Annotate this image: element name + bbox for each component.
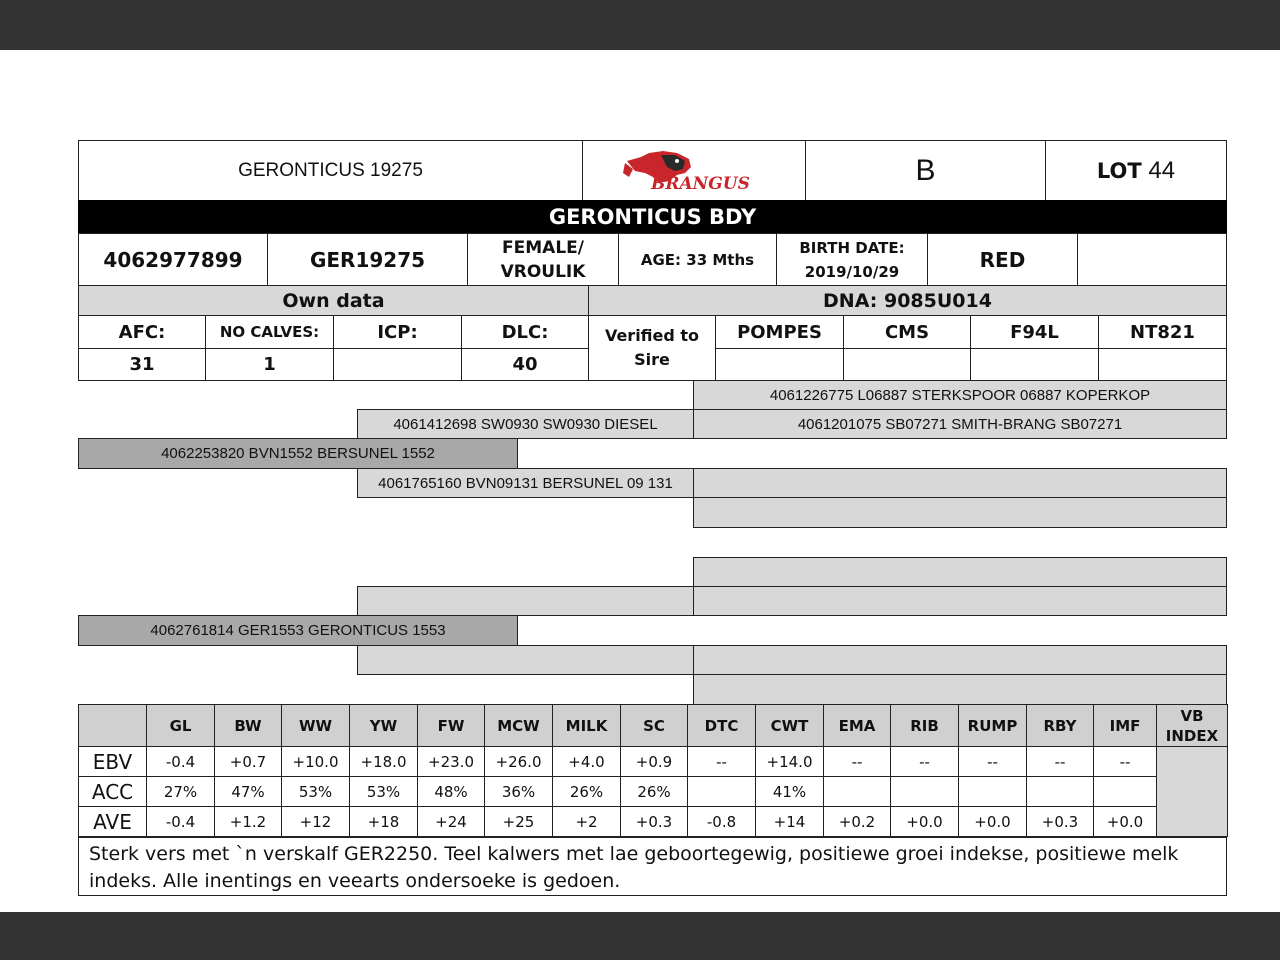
acc-cell xyxy=(959,777,1027,807)
comment-box xyxy=(78,837,1227,896)
pompes-header xyxy=(715,315,844,349)
sire-sire-dam-text: 4061201075 SB07271 SMITH-BRANG SB07271 xyxy=(797,415,1123,433)
acc-row xyxy=(79,777,1228,807)
row-label-acc: ACC xyxy=(79,777,147,807)
ebv-cell: +4.0 xyxy=(553,747,621,777)
vb-line2: INDEX xyxy=(1165,726,1219,745)
ebv-cell: -0.4 xyxy=(147,747,215,777)
ave-cell: +12 xyxy=(282,807,350,837)
pedigree-dam-dam xyxy=(357,645,694,675)
colour-cell xyxy=(927,233,1078,286)
herd-id: GER19275 xyxy=(309,247,426,272)
acc-cell: 47% xyxy=(215,777,282,807)
ave-cell: +25 xyxy=(485,807,553,837)
pedigree-dam-sire xyxy=(357,586,694,616)
ebv-col-header: RBY xyxy=(1027,705,1094,747)
f94l-header xyxy=(970,315,1099,349)
afc-header xyxy=(78,315,206,349)
ebv-cell: -- xyxy=(824,747,891,777)
ebv-cell: +10.0 xyxy=(282,747,350,777)
pedigree-dam-dam-dam xyxy=(693,674,1227,705)
colour: RED xyxy=(979,247,1026,272)
logo-text: BRANGUS xyxy=(651,173,750,194)
icp-header xyxy=(333,315,462,349)
ebv-header-row xyxy=(79,705,1228,747)
pompes-value-cell xyxy=(715,348,844,381)
ave-cell: +1.2 xyxy=(215,807,282,837)
comment-text: Sterk vers met `n verskalf GER2250. Teel kalwers met lae geboortegewig, positiewe groei indekse, positiewe melk indeks. Alle inentings en veearts ondersoeke is gedoen. xyxy=(89,843,1179,892)
ebv-col-header: GL xyxy=(147,705,215,747)
acc-cell: 26% xyxy=(621,777,688,807)
row-label-ebv: EBV xyxy=(79,747,147,777)
bottom-border-bar xyxy=(0,912,1280,960)
own-data-title-cell xyxy=(78,285,589,316)
lot-number: 44 xyxy=(1148,156,1176,184)
reg-number-cell xyxy=(78,233,268,286)
cms-header xyxy=(843,315,971,349)
ebv-col-header: RUMP xyxy=(959,705,1027,747)
ave-cell: -0.4 xyxy=(147,807,215,837)
afc-value-cell xyxy=(78,348,206,381)
own-data-title: Own data xyxy=(282,289,385,312)
animal-name-bar xyxy=(78,200,1227,234)
lot-cell xyxy=(1045,140,1227,201)
nt821-value-cell xyxy=(1098,348,1227,381)
pedigree-sire-dam xyxy=(357,468,694,498)
pedigree-sire-sire-sire xyxy=(693,380,1227,410)
ave-cell: +2 xyxy=(553,807,621,837)
icp-label: ICP: xyxy=(377,321,418,343)
pedigree-sire xyxy=(78,438,518,469)
dlc-header xyxy=(461,315,589,349)
icp-value-cell xyxy=(333,348,462,381)
reg-number: 4062977899 xyxy=(103,247,243,272)
acc-cell xyxy=(688,777,756,807)
herd-id-cell xyxy=(267,233,468,286)
no-calves-value: 1 xyxy=(263,354,276,375)
verified-line2: Sire xyxy=(634,350,670,369)
ebv-cell: -- xyxy=(1094,747,1157,777)
sire-sire-sire-text: 4061226775 L06887 STERKSPOOR 06887 KOPERKOP xyxy=(769,386,1151,404)
ave-cell: +24 xyxy=(418,807,485,837)
brangus-logo-cell xyxy=(582,140,806,201)
pedigree-sire-dam-sire xyxy=(693,468,1227,498)
vb-line1: VB xyxy=(1180,706,1204,725)
ave-cell: -0.8 xyxy=(688,807,756,837)
birth-label: BIRTH DATE: xyxy=(799,238,905,257)
ebv-col-header: DTC xyxy=(688,705,756,747)
verified-line1: Verified to xyxy=(604,326,700,345)
dlc-value: 40 xyxy=(512,354,538,375)
acc-cell: 53% xyxy=(282,777,350,807)
sex-line1: FEMALE/ xyxy=(502,237,584,258)
animal-name: GERONTICUS BDY xyxy=(548,205,757,229)
pompes-label: POMPES xyxy=(737,321,822,343)
sire-text: 4062253820 BVN1552 BERSUNEL 1552 xyxy=(161,445,435,462)
ave-cell: +0.3 xyxy=(621,807,688,837)
age: AGE: 33 Mths xyxy=(640,250,755,269)
acc-cell: 48% xyxy=(418,777,485,807)
ave-cell: +0.0 xyxy=(891,807,959,837)
ebv-col-header: FW xyxy=(418,705,485,747)
pedigree-sire-dam-dam xyxy=(693,497,1227,528)
ebv-col-header: MILK xyxy=(553,705,621,747)
cms-label: CMS xyxy=(884,321,930,343)
ebv-cell: -- xyxy=(688,747,756,777)
cms-value-cell xyxy=(843,348,971,381)
ebv-table xyxy=(78,704,1228,837)
afc-label: AFC: xyxy=(118,321,166,343)
ebv-col-header: SC xyxy=(621,705,688,747)
age-cell xyxy=(618,233,777,286)
ebv-col-header: RIB xyxy=(891,705,959,747)
pedigree-dam-sire-dam xyxy=(693,586,1227,616)
acc-cell: 53% xyxy=(350,777,418,807)
ave-cell: +18 xyxy=(350,807,418,837)
pedigree-sire-sire-dam xyxy=(693,409,1227,439)
nt821-label: NT821 xyxy=(1130,321,1195,343)
ebv-corner-cell xyxy=(79,705,147,747)
ave-cell: +0.0 xyxy=(959,807,1027,837)
ave-cell: +0.0 xyxy=(1094,807,1157,837)
f94l-value-cell xyxy=(970,348,1099,381)
sex-cell xyxy=(467,233,619,286)
ebv-col-header: WW xyxy=(282,705,350,747)
sire-dam-text: 4061765160 BVN09131 BERSUNEL 09 131 xyxy=(378,474,673,492)
dna-title-cell xyxy=(588,285,1227,316)
lot-label: LOT xyxy=(1096,158,1142,183)
acc-cell: 36% xyxy=(485,777,553,807)
extra-info-cell xyxy=(1077,233,1227,286)
ave-cell: +0.3 xyxy=(1027,807,1094,837)
ebv-cell: +0.9 xyxy=(621,747,688,777)
f94l-label: F94L xyxy=(1010,321,1059,343)
acc-cell xyxy=(891,777,959,807)
acc-cell: 26% xyxy=(553,777,621,807)
dam-text: 4062761814 GER1553 GERONTICUS 1553 xyxy=(150,622,446,639)
row-label-ave: AVE xyxy=(79,807,147,837)
pedigree-dam xyxy=(78,615,518,646)
ebv-col-header: BW xyxy=(215,705,282,747)
acc-cell: 27% xyxy=(147,777,215,807)
acc-cell xyxy=(1027,777,1094,807)
ave-cell: +14 xyxy=(756,807,824,837)
vb-index-value xyxy=(1157,747,1228,837)
ebv-col-header: YW xyxy=(350,705,418,747)
pedigree-sire-sire xyxy=(357,409,694,439)
ebv-cell: +14.0 xyxy=(756,747,824,777)
grade: B xyxy=(915,153,936,187)
ave-cell: +0.2 xyxy=(824,807,891,837)
no-calves-header xyxy=(205,315,334,349)
acc-cell xyxy=(824,777,891,807)
birth-date: 2019/10/29 xyxy=(804,262,900,281)
ebv-col-header: MCW xyxy=(485,705,553,747)
ebv-cell: +26.0 xyxy=(485,747,553,777)
ebv-col-header: CWT xyxy=(756,705,824,747)
dlc-value-cell xyxy=(461,348,589,381)
grade-cell xyxy=(805,140,1046,201)
ebv-cell: +18.0 xyxy=(350,747,418,777)
animal-code-cell xyxy=(78,140,583,201)
pedigree-dam-dam-sire xyxy=(693,645,1227,675)
ebv-col-header: EMA xyxy=(824,705,891,747)
no-calves-value-cell xyxy=(205,348,334,381)
vb-index-header xyxy=(1157,705,1228,747)
no-calves-label: NO CALVES: xyxy=(219,323,320,341)
ebv-col-header: IMF xyxy=(1094,705,1157,747)
top-border-bar xyxy=(0,0,1280,50)
verified-to-sire-cell xyxy=(588,315,716,381)
afc-value: 31 xyxy=(129,354,155,375)
animal-code: GERONTICUS 19275 xyxy=(238,159,423,181)
ebv-cell: -- xyxy=(1027,747,1094,777)
ebv-cell: -- xyxy=(891,747,959,777)
dlc-label: DLC: xyxy=(501,321,549,343)
sex-line2: VROULIK xyxy=(500,261,586,282)
sire-sire-text: 4061412698 SW0930 SW0930 DIESEL xyxy=(393,415,658,433)
acc-cell: 41% xyxy=(756,777,824,807)
brangus-logo xyxy=(619,147,769,195)
dna-title: DNA: 9085U014 xyxy=(823,289,992,312)
pedigree-dam-sire-sire xyxy=(693,557,1227,587)
nt821-header xyxy=(1098,315,1227,349)
ebv-cell: -- xyxy=(959,747,1027,777)
ave-row xyxy=(79,807,1228,837)
acc-cell xyxy=(1094,777,1157,807)
birth-date-cell xyxy=(776,233,928,286)
ebv-cell: +23.0 xyxy=(418,747,485,777)
ebv-cell: +0.7 xyxy=(215,747,282,777)
ebv-row xyxy=(79,747,1228,777)
